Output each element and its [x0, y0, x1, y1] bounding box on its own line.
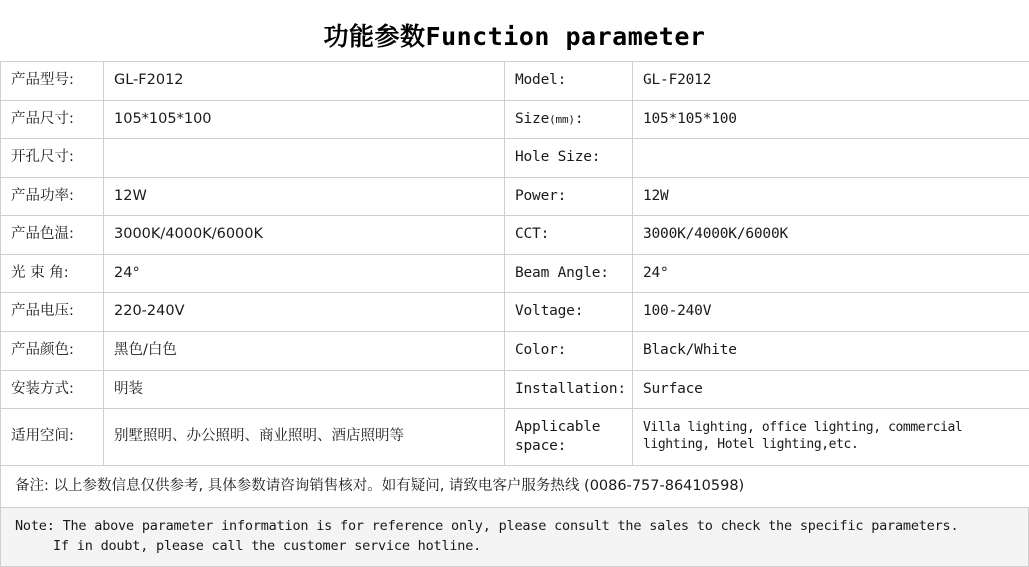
row-label-en-cell	[505, 62, 633, 101]
table-row	[1, 409, 1029, 466]
row-label-en-unit: (mm)	[549, 113, 575, 126]
row-label-en: Installation:	[505, 371, 632, 409]
table-row	[1, 254, 1029, 293]
row-label-cn: 产品型号:	[1, 62, 103, 100]
note-cn-cell	[1, 465, 1029, 508]
row-label-cn-cell	[1, 62, 104, 101]
row-label-cn-cell	[1, 254, 104, 293]
row-value-cn: 12W	[104, 178, 504, 216]
row-label-en	[505, 101, 632, 139]
row-label-cn: 产品尺寸:	[1, 101, 103, 139]
row-value-en: 24°	[633, 255, 1029, 293]
table-row	[1, 139, 1029, 178]
row-label-en-cell	[505, 139, 633, 178]
row-value-cn-cell	[104, 293, 505, 332]
row-label-en-cell	[505, 100, 633, 139]
note-cn-text: 备注: 以上参数信息仅供参考, 具体参数请咨询销售核对。如有疑问, 请致电客户服务热线 (0086-757-86410598)	[1, 466, 1029, 508]
row-value-en: 105*105*100	[633, 101, 1029, 139]
table-row	[1, 177, 1029, 216]
row-label-cn: 产品电压:	[1, 293, 103, 331]
table-row	[1, 62, 1029, 101]
row-value-en: Villa lighting, office lighting, commercial lighting, Hotel lighting,etc.	[633, 411, 1029, 463]
note-en-line1: Note: The above parameter information is for reference only, please consult the sales to check the specific parameters.	[15, 517, 1018, 537]
row-value-en: Black/White	[633, 332, 1029, 370]
row-label-en: Applicable space:	[505, 409, 632, 465]
row-label-en-cell	[505, 216, 633, 255]
row-label-cn: 安装方式:	[1, 371, 103, 409]
row-label-cn: 适用空间:	[1, 418, 103, 456]
row-value-cn-cell	[104, 370, 505, 409]
row-value-en-cell	[633, 331, 1029, 370]
note-en-block	[0, 508, 1029, 567]
row-value-en-cell	[633, 177, 1029, 216]
row-label-cn: 产品色温:	[1, 216, 103, 254]
row-label-cn-cell	[1, 139, 104, 178]
table-row	[1, 216, 1029, 255]
row-value-cn-cell	[104, 216, 505, 255]
row-value-en: GL-F2012	[633, 62, 1029, 100]
row-label-cn: 开孔尺寸:	[1, 139, 103, 177]
row-value-en-cell	[633, 62, 1029, 101]
note-en-line2-wrap	[15, 537, 1018, 557]
row-value-en-cell	[633, 370, 1029, 409]
row-label-en-colon: :	[575, 111, 584, 127]
row-value-cn	[104, 149, 504, 167]
note-row-cn	[1, 465, 1029, 508]
parameter-table	[0, 61, 1029, 508]
row-value-cn-cell	[104, 331, 505, 370]
row-value-en-cell	[633, 409, 1029, 466]
row-value-cn-cell	[104, 177, 505, 216]
row-label-cn-cell	[1, 331, 104, 370]
row-label-en-cell	[505, 331, 633, 370]
row-label-en: Beam Angle:	[505, 255, 632, 293]
row-label-en: Voltage:	[505, 293, 632, 331]
row-label-en-cell	[505, 177, 633, 216]
row-label-en-cell	[505, 254, 633, 293]
table-row	[1, 293, 1029, 332]
row-value-en-cell	[633, 139, 1029, 178]
row-label-cn-cell	[1, 293, 104, 332]
row-label-cn-cell	[1, 100, 104, 139]
row-label-cn: 产品颜色:	[1, 332, 103, 370]
row-value-cn-cell	[104, 139, 505, 178]
row-label-en: Hole Size:	[505, 139, 632, 177]
table-row	[1, 100, 1029, 139]
row-value-cn: 105*105*100	[104, 101, 504, 139]
row-value-cn: 别墅照明、办公照明、商业照明、酒店照明等	[104, 418, 504, 456]
row-label-en-cell	[505, 409, 633, 466]
row-value-cn-cell	[104, 100, 505, 139]
row-value-en-cell	[633, 216, 1029, 255]
row-value-en: 3000K/4000K/6000K	[633, 216, 1029, 254]
row-label-cn-cell	[1, 370, 104, 409]
row-value-cn: 黑色/白色	[104, 332, 504, 370]
row-label-en: Color:	[505, 332, 632, 370]
row-label-en: CCT:	[505, 216, 632, 254]
row-value-cn: 220-240V	[104, 293, 504, 331]
row-value-cn: 24°	[104, 255, 504, 293]
row-label-en-cell	[505, 293, 633, 332]
row-value-en: 12W	[633, 178, 1029, 216]
row-value-en-cell	[633, 254, 1029, 293]
row-label-en-cell	[505, 370, 633, 409]
row-value-cn-cell	[104, 254, 505, 293]
row-label-cn-cell	[1, 409, 104, 466]
row-value-en: Surface	[633, 371, 1029, 409]
row-label-cn-cell	[1, 177, 104, 216]
row-value-cn: 明装	[104, 371, 504, 409]
page-title: 功能参数Function parameter	[0, 0, 1029, 61]
row-label-cn-cell	[1, 216, 104, 255]
note-en-line2: If in doubt, please call the customer service hotline.	[15, 537, 1018, 557]
row-value-en: 100-240V	[633, 293, 1029, 331]
row-label-en: Model:	[505, 62, 632, 100]
row-value-cn-cell	[104, 62, 505, 101]
row-label-en-text: Size	[515, 111, 549, 127]
row-label-cn: 光 束 角:	[1, 255, 103, 293]
row-label-en: Power:	[505, 178, 632, 216]
row-value-en-cell	[633, 293, 1029, 332]
row-value-cn: GL-F2012	[104, 62, 504, 100]
row-value-en	[633, 149, 1029, 167]
row-value-cn-cell	[104, 409, 505, 466]
row-label-cn: 产品功率:	[1, 178, 103, 216]
table-row	[1, 331, 1029, 370]
table-row	[1, 370, 1029, 409]
row-value-cn: 3000K/4000K/6000K	[104, 216, 504, 254]
row-value-en-cell	[633, 100, 1029, 139]
